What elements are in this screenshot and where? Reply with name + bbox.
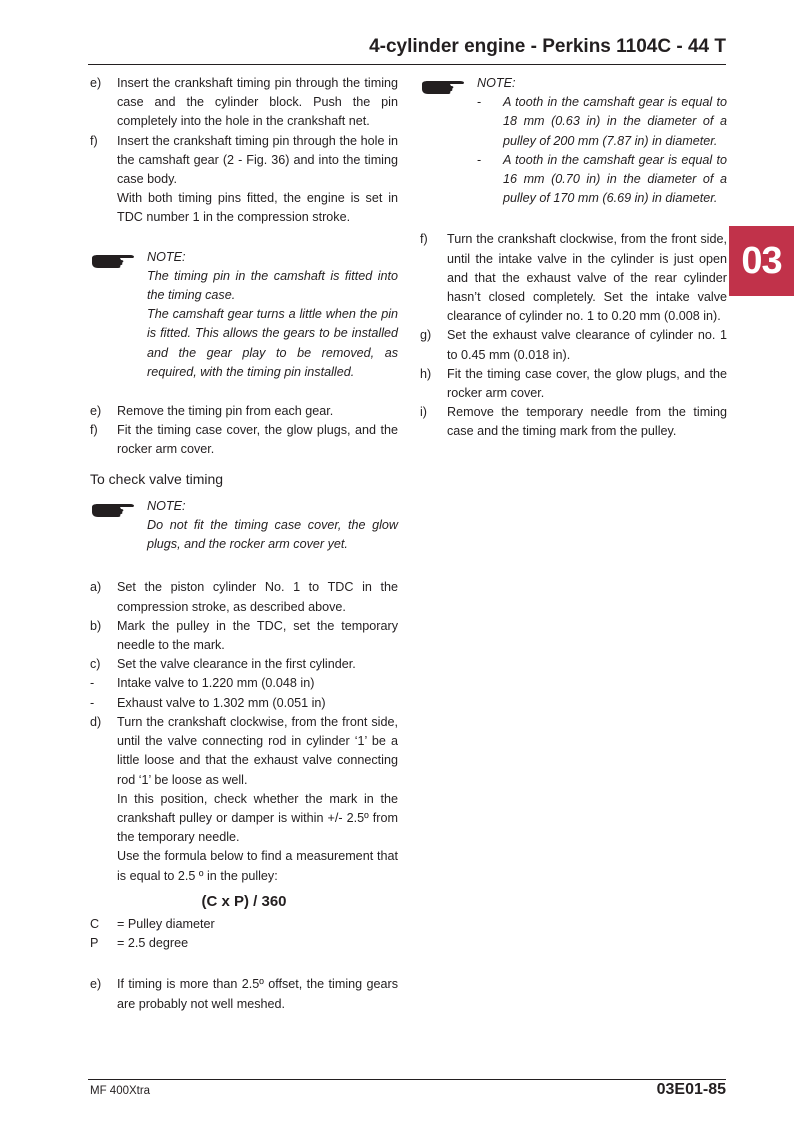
header-divider bbox=[88, 64, 726, 65]
step-label: h) bbox=[420, 366, 432, 381]
pointing-hand-icon bbox=[420, 74, 477, 208]
step-label: f) bbox=[420, 232, 428, 247]
step-label: c) bbox=[90, 657, 101, 672]
step-text: Set the valve clearance in the first cylinder. bbox=[117, 657, 356, 672]
step-text: Set the piston cylinder No. 1 to TDC in the compression stroke, as described above. bbox=[117, 580, 398, 614]
note-text: A tooth in the camshaft gear is equal to 18 mm (0.63 in) in the diameter of a pulley of 200 mm (7.87 in) in diameter. bbox=[503, 95, 727, 148]
step-item bbox=[90, 617, 398, 655]
step-item bbox=[420, 326, 727, 364]
step-label: e) bbox=[90, 76, 102, 90]
step-item bbox=[90, 694, 398, 713]
step-text: Turn the crankshaft clockwise, from the front side, until the valve connecting rod in cylinder ‘1’ be a little loose and that the exhaust valve connecting rod ‘1’ be loose as well. bbox=[117, 714, 398, 787]
definition-item bbox=[90, 934, 398, 953]
step-text: Use the formula below to find a measurement that is equal to 2.5 º in the pulley: bbox=[117, 849, 398, 883]
step-item bbox=[90, 674, 398, 693]
step-item bbox=[90, 189, 398, 227]
step-item bbox=[90, 578, 398, 616]
step-text: Insert the crankshaft timing pin through the timing case and the cylinder block. Push the pin completely into the hole in the crankshaft net. bbox=[117, 76, 398, 129]
note-heading: NOTE: bbox=[147, 498, 186, 513]
note-block bbox=[90, 497, 398, 555]
note-block bbox=[420, 74, 727, 208]
step-label: b) bbox=[90, 618, 102, 633]
note-text: Do not fit the timing case cover, the glow plugs, and the rocker arm cover yet. bbox=[147, 518, 398, 552]
step-text: Insert the crankshaft timing pin through the hole in the camshaft gear (2 - Fig. 36) and into the timing case body. bbox=[117, 133, 398, 187]
step-item bbox=[90, 655, 398, 674]
note-text: A tooth in the camshaft gear is equal to 16 mm (0.70 in) in the diameter of a pulley of 170 mm (6.69 in) in diameter. bbox=[503, 152, 727, 206]
footer-divider bbox=[88, 1079, 726, 1080]
step-text: Exhaust valve to 1.302 mm (0.051 in) bbox=[117, 695, 326, 710]
definition-key: P bbox=[90, 936, 99, 951]
step-text: Remove the temporary needle from the timing case and the timing mark from the pulley. bbox=[447, 405, 727, 439]
step-text: If timing is more than 2.5º offset, the timing gears are probably not well meshed. bbox=[117, 977, 398, 1011]
note-bullet: - bbox=[477, 152, 482, 167]
step-label: f) bbox=[90, 133, 98, 148]
note-list-item bbox=[477, 151, 727, 209]
step-label: e) bbox=[90, 977, 102, 992]
note-heading: NOTE: bbox=[477, 76, 516, 90]
step-item bbox=[420, 230, 727, 326]
definition-item bbox=[90, 915, 398, 934]
formula: (C x P) / 360 bbox=[201, 892, 287, 910]
step-text: Fit the timing case cover, the glow plugs, and the rocker arm cover. bbox=[117, 423, 398, 457]
pointing-hand-icon bbox=[90, 248, 147, 382]
step-item bbox=[90, 402, 398, 421]
step-item bbox=[90, 421, 398, 459]
definition-text: = Pulley diameter bbox=[117, 916, 215, 931]
definition-key: C bbox=[90, 916, 100, 931]
step-text: Remove the timing pin from each gear. bbox=[117, 404, 334, 419]
step-item bbox=[90, 790, 398, 848]
step-item bbox=[90, 132, 398, 190]
note-text: The camshaft gear turns a little when the pin is fitted. This allows the gears to be installed and the gear play to be removed, as required, with the timing pin installed. bbox=[147, 307, 398, 379]
step-item bbox=[90, 847, 398, 885]
note-block bbox=[90, 248, 398, 382]
page-title: 4-cylinder engine - Perkins 1104C - 44 T bbox=[369, 36, 726, 57]
page-number: 03E01-85 bbox=[656, 1081, 726, 1098]
step-label: g) bbox=[420, 328, 432, 343]
chapter-tab: 03 bbox=[729, 226, 794, 296]
step-text: Mark the pulley in the TDC, set the temporary needle to the mark. bbox=[117, 618, 398, 653]
step-item bbox=[90, 74, 398, 132]
step-label: f) bbox=[90, 423, 98, 438]
step-label bbox=[90, 189, 117, 227]
definition-text: = 2.5 degree bbox=[117, 936, 189, 951]
step-label: d) bbox=[90, 714, 102, 729]
section-title: To check valve timing bbox=[90, 470, 224, 487]
note-text: The timing pin in the camshaft is fitted into the timing case. bbox=[147, 268, 398, 303]
step-text: Fit the timing case cover, the glow plugs, and the rocker arm cover. bbox=[447, 366, 727, 401]
step-text: Intake valve to 1.220 mm (0.048 in) bbox=[117, 676, 315, 691]
step-label: i) bbox=[420, 405, 427, 420]
step-item bbox=[420, 403, 727, 441]
step-item bbox=[90, 975, 398, 1013]
step-label: e) bbox=[90, 404, 102, 419]
step-item bbox=[90, 713, 398, 790]
step-label: a) bbox=[90, 580, 102, 595]
step-text: With both timing pins fitted, the engine is set in TDC number 1 in the compression stroke. bbox=[117, 191, 398, 225]
left-column bbox=[90, 74, 398, 1014]
note-heading: NOTE: bbox=[147, 249, 186, 264]
note-bullet: - bbox=[477, 95, 482, 110]
step-label bbox=[90, 790, 117, 848]
right-column bbox=[420, 74, 727, 442]
step-text: Set the exhaust valve clearance of cylinder no. 1 to 0.45 mm (0.018 in). bbox=[447, 328, 727, 362]
note-list-item bbox=[477, 93, 727, 151]
step-text: Turn the crankshaft clockwise, from the front side, until the intake valve in the cylinder is just open and that the exhaust valve of the rear cylinder hasn’t closed completely. Set the intake valve clearance of cylinder no. 1 to 0.20 mm (0.008 in). bbox=[447, 232, 727, 324]
step-text: In this position, check whether the mark in the crankshaft pulley or damper is within +/- 2.5º from the temporary needle. bbox=[117, 791, 398, 845]
step-item bbox=[420, 365, 727, 403]
step-label: - bbox=[90, 695, 95, 710]
footer-model: MF 400Xtra bbox=[90, 1085, 151, 1097]
pointing-hand-icon bbox=[90, 497, 147, 555]
step-label: - bbox=[90, 676, 95, 691]
step-label bbox=[90, 847, 117, 885]
